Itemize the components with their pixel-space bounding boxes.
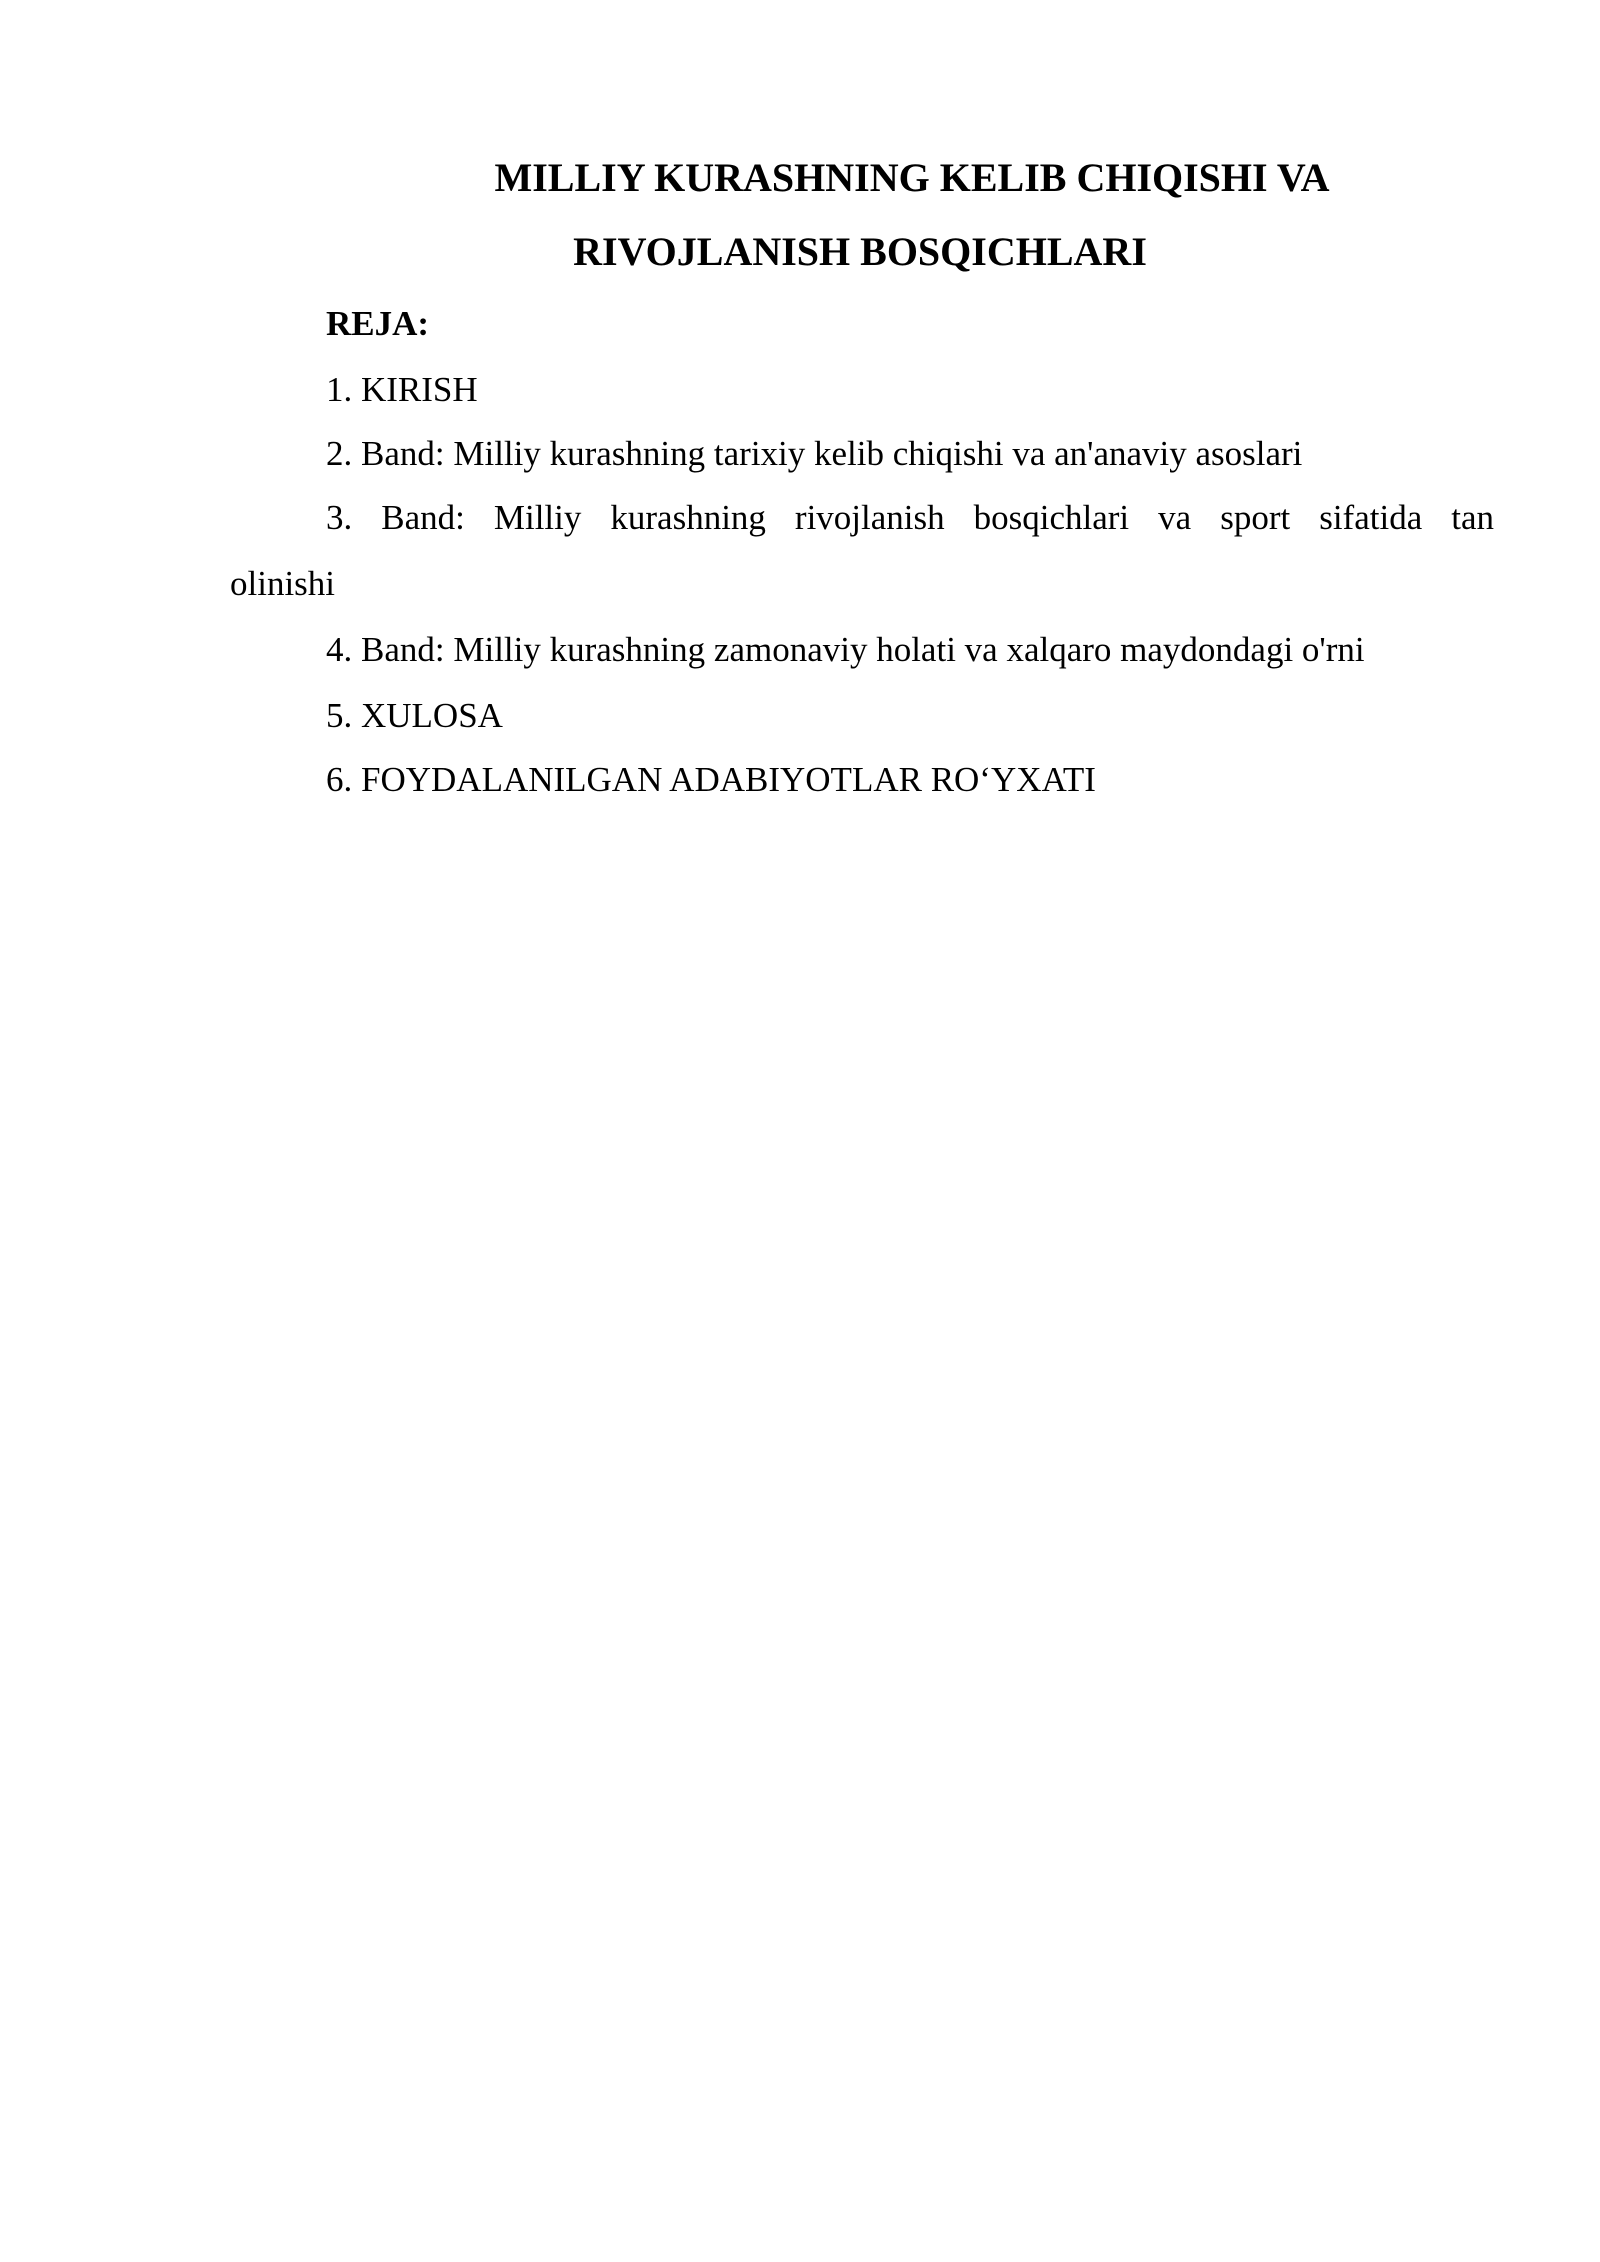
plan-item-2: 2. Band: Milliy kurashning tarixiy kelib chiqishi va an'anaviy asoslari bbox=[326, 434, 1303, 473]
document-title-line-2: RIVOJLANISH BOSQICHLARI bbox=[573, 229, 1147, 274]
plan-heading: REJA: bbox=[326, 304, 430, 343]
plan-item-3-continuation: olinishi bbox=[230, 564, 336, 603]
document-title-line-1: MILLIY KURASHNING KELIB CHIQISHI VA bbox=[494, 155, 1330, 200]
plan-item-6: 6. FOYDALANILGAN ADABIYOTLAR RO‘YXATI bbox=[326, 760, 1096, 799]
plan-item-1: 1. KIRISH bbox=[326, 370, 478, 409]
plan-item-4: 4. Band: Milliy kurashning zamonaviy holati va xalqaro maydondagi o'rni bbox=[326, 630, 1365, 669]
plan-item-3: 3. Band: Milliy kurashning rivojlanish bosqichlari va sport sifatida tan bbox=[326, 498, 1494, 537]
plan-item-5: 5. XULOSA bbox=[326, 696, 503, 735]
